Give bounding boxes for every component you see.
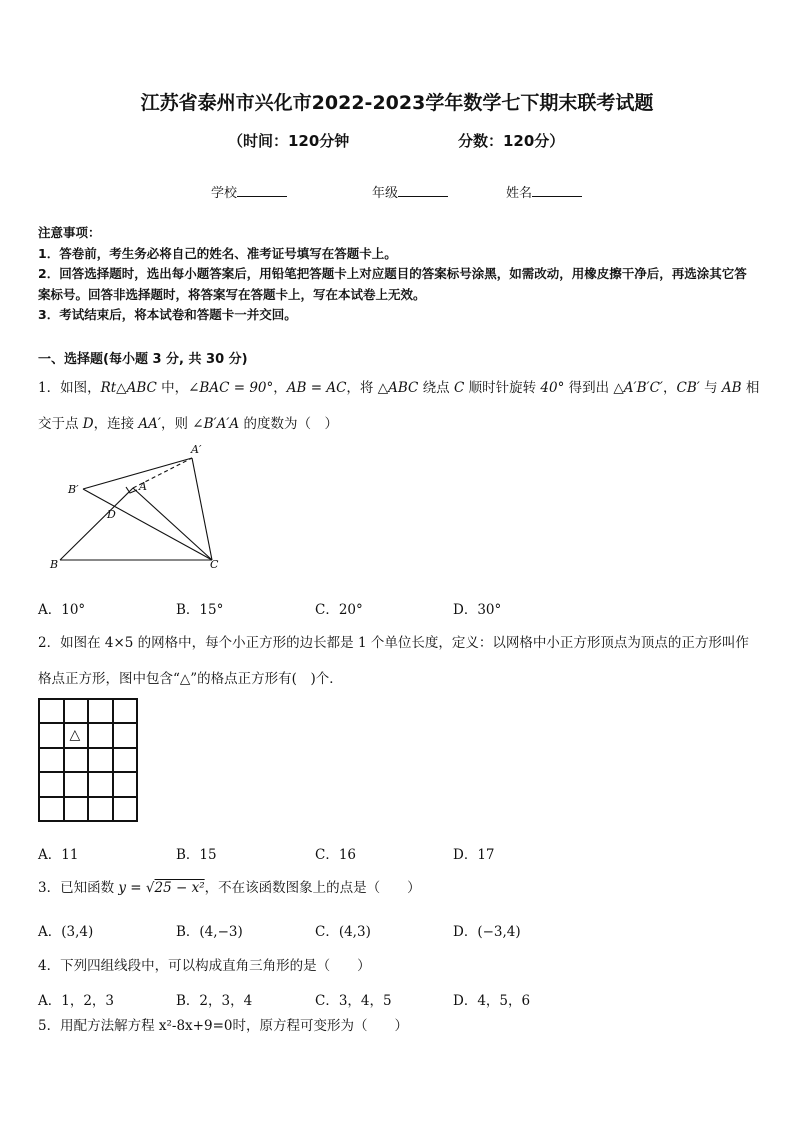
q2-option-a[interactable]: A．11 — [38, 847, 79, 863]
q3-option-a[interactable]: A．(3,4) — [38, 924, 94, 940]
q1-figure — [40, 440, 240, 580]
grade-label: 年级 — [372, 186, 399, 201]
school-field[interactable] — [211, 182, 287, 201]
note-item: 2．回答选择题时，选出每小题答案后，用铅笔把答题卡上对应题目的答案标号涂黑，如需改动，用橡皮擦干净后，再选涂其它答案标号。回答非选择题时，将答案写在答题卡上，写在本试卷上无效。 — [38, 266, 747, 302]
exam-title: 江苏省泰州市兴化市2022-2023学年数学七下期末联考试题 — [140, 92, 654, 114]
grade-field[interactable] — [372, 182, 448, 201]
q2-option-c[interactable]: C．16 — [315, 847, 357, 863]
q4-option-b[interactable]: B．2，3，4 — [176, 993, 253, 1009]
question-2: 2．如图在 4×5 的网格中，每个小正方形的边长都是 1 个单位长度，定义：以网格中小正方形顶点为顶点的正方形叫作格点正方形，图中包含“△”的格点正方形有( )个． — [38, 635, 749, 687]
q3-option-d[interactable]: D．(−3,4) — [453, 924, 521, 940]
exam-time: （时间：120分钟 — [228, 132, 350, 150]
label-B: B — [50, 558, 59, 571]
q1-option-b[interactable]: B．15° — [176, 602, 224, 618]
q4-option-a[interactable]: A．1，2，3 — [38, 993, 115, 1009]
segment-B1A1 — [83, 458, 192, 489]
notes-heading: 注意事项： — [38, 225, 101, 240]
question-4: 4．下列四组线段中，可以构成直角三角形的是（ ） — [38, 958, 371, 974]
q2-grid — [38, 698, 138, 822]
label-A: A — [139, 480, 147, 493]
name-field[interactable] — [506, 182, 582, 201]
q3-option-b[interactable]: B．(4,−3) — [176, 924, 243, 940]
q1-option-a[interactable]: A．10° — [38, 602, 86, 618]
name-label: 姓名 — [506, 186, 533, 201]
label-D: D — [107, 508, 116, 521]
label-B1: B′ — [68, 483, 79, 496]
note-item: 1．答卷前，考生务必将自己的姓名、准考证号填写在答题卡上。 — [38, 245, 397, 261]
question-1: 1．如图，Rt△ABC 中，∠BAC = 90°，AB = AC，将 △ABC 绕点 C 顺时针旋转 40° 得到出 △A′B′C′，CB′ 与 AB 相交于点 D，连接 AA′，则 ∠B′A′A 的度数为（ ） — [38, 380, 760, 432]
q1-option-c[interactable]: C．20° — [315, 602, 363, 618]
section-heading: 一、选择题(每小题 3 分, 共 30 分) — [38, 352, 248, 367]
segment-BA — [60, 488, 133, 560]
exam-score: 分数：120分） — [458, 132, 565, 150]
segment-B1C — [83, 489, 212, 560]
q1-option-d[interactable]: D．30° — [453, 602, 502, 618]
q4-option-c[interactable]: C．3，4，5 — [315, 993, 392, 1009]
q2-option-b[interactable]: B．15 — [176, 847, 217, 863]
q2-option-d[interactable]: D．17 — [453, 847, 495, 863]
q3-option-c[interactable]: C．(4,3) — [315, 924, 371, 940]
triangle-icon: △ — [69, 727, 81, 744]
note-item: 3．考试结束后，将本试卷和答题卡一并交回。 — [38, 307, 297, 322]
question-3: 3．已知函数 y = √25 − x²，不在该函数图象上的点是（ ） — [38, 880, 421, 896]
label-C: C — [210, 558, 219, 571]
question-5: 5．用配方法解方程 x²-8x+9=0时，原方程可变形为（ ） — [38, 1018, 408, 1034]
notes — [38, 223, 758, 326]
label-A1: A′ — [191, 443, 202, 456]
q4-option-d[interactable]: D．4，5，6 — [453, 993, 531, 1009]
school-label: 学校 — [211, 186, 238, 201]
